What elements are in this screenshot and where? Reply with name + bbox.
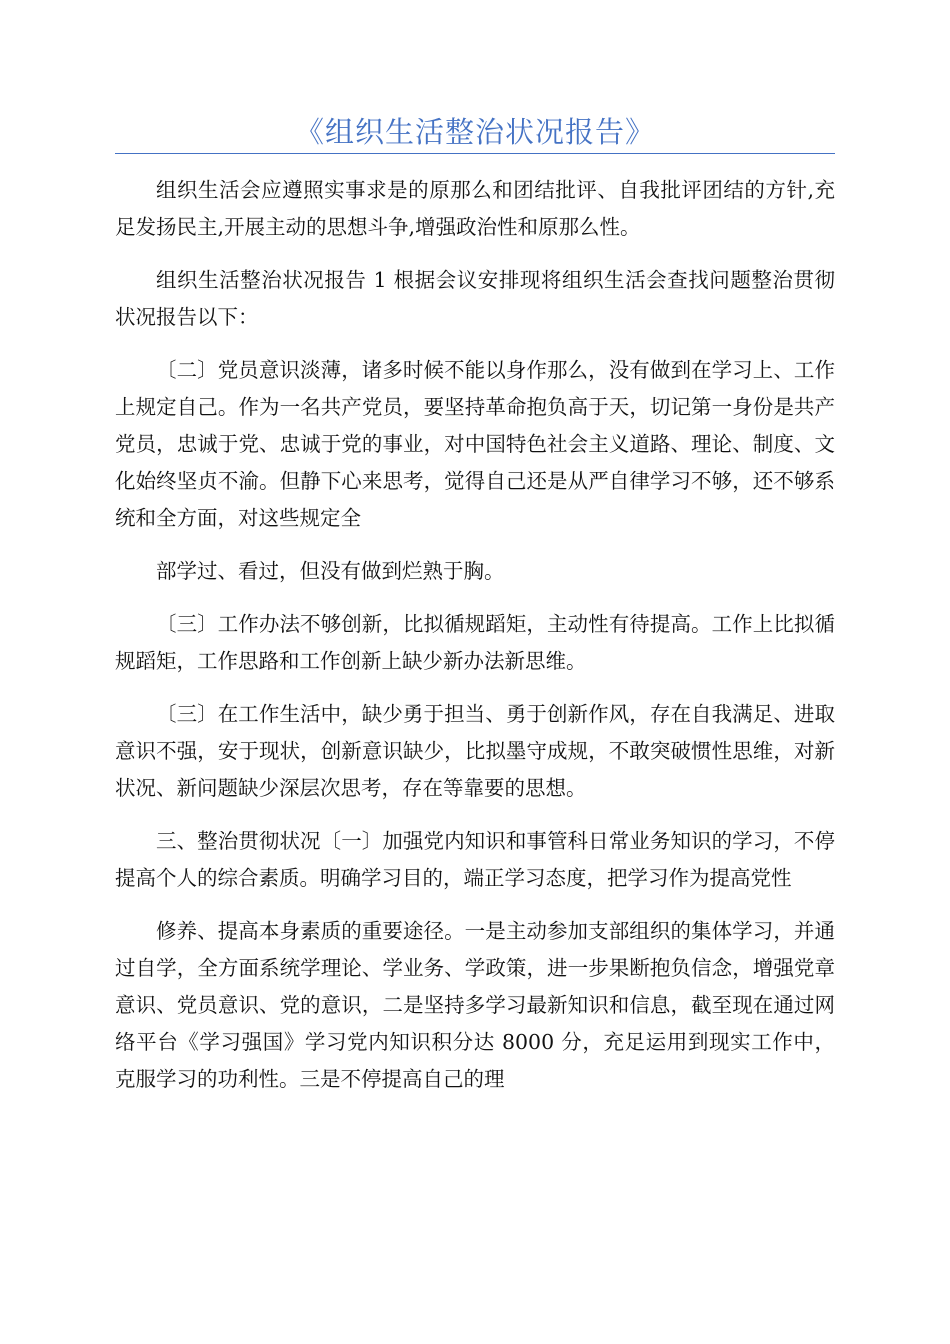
paragraph-1: 组织生活会应遵照实事求是的原那么和团结批评、自我批评团结的方针,充足发扬民主,开展主动的思想斗争,增强政治性和原那么性。: [115, 178, 835, 239]
paragraph-6: 〔三〕在工作生活中，缺少勇于担当、勇于创新作风，存在自我满足、进取意识不强，安于现状，创新意识缺少，比拟墨守成规，不敢突破惯性思维，对新状况、新问题缺少深层次思考，存在等靠要的思想。: [115, 702, 835, 800]
document-body: [115, 172, 835, 1114]
paragraph-5: 〔三〕工作办法不够创新，比拟循规蹈矩，主动性有待提高。工作上比拟循规蹈矩，工作思路和工作创新上缺少新办法新思维。: [115, 612, 835, 673]
document-title: 《组织生活整治状况报告》: [294, 115, 655, 149]
paragraph-7: 三、整治贯彻状况〔一〕加强党内知识和事管科日常业务知识的学习，不停提高个人的综合素质。明确学习目的，端正学习态度，把学习作为提高党性: [115, 829, 835, 890]
paragraph-3: 〔二〕党员意识淡薄，诸多时候不能以身作那么，没有做到在学习上、工作上规定自己。作为一名共产党员，要坚持革命抱负高于天，切记第一身份是共产党员，忠诚于党、忠诚于党的事业，对中国特色社会主义道路、理论、制度、文化始终坚贞不渝。但静下心来思考，觉得自己还是从严自律学习不够，还不够系统和全方面，对这些规定全: [115, 358, 835, 530]
paragraph-8: 修养、提高本身素质的重要途径。一是主动参加支部组织的集体学习，并通过自学，全方面系统学理论、学业务、学政策，进一步果断抱负信念，增强党章意识、党员意识、党的意识，二是坚持多学习最新知识和信息，截至现在通过网络平台《学习强国》学习党内知识积分达 8000 分，充足运用到现实工作中，克服学习的功利性。三是不停提高自己的理: [115, 919, 835, 1091]
title-underline: [115, 153, 835, 154]
paragraph-4: 部学过、看过，但没有做到烂熟于胸。: [156, 559, 505, 583]
paragraph-2: 组织生活整治状况报告 1 根据会议安排现将组织生活会查找问题整治贯彻状况报告以下：: [115, 268, 835, 329]
